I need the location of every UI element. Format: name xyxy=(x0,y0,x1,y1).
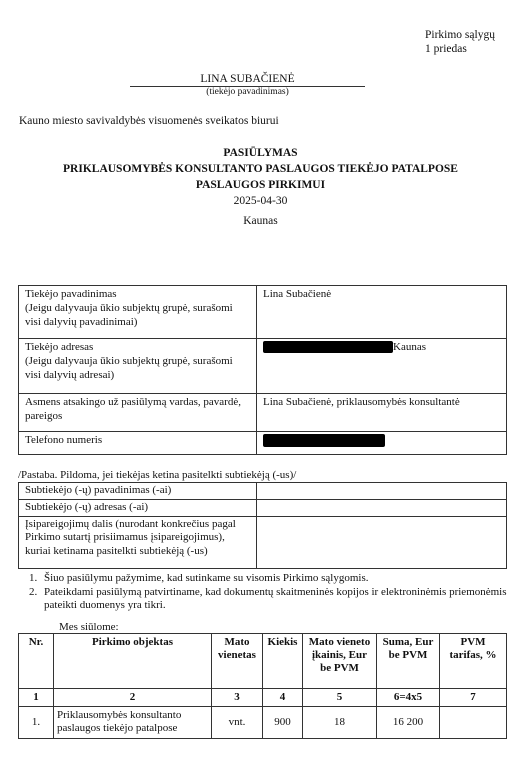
column-header: Mato vieneto įkainis, Eur be PVM xyxy=(303,634,377,689)
column-number: 6=4x5 xyxy=(377,689,440,707)
subcontractor-note: /Pastaba. Pildoma, jei tiekėjas ketina pasitelkti subtiekėją (-us)/ xyxy=(18,469,297,481)
annex-label xyxy=(425,29,495,57)
document-date: 2025-04-30 xyxy=(233,195,288,207)
row-object: Priklausomybės konsultanto paslaugos tiekėjo patalpose xyxy=(54,707,212,738)
sub-value xyxy=(257,499,507,516)
column-number: 4 xyxy=(263,689,303,707)
row-sum: 16 200 xyxy=(377,707,440,738)
sub-label: Įsipareigojimų dalis (nurodant konkrečius pagal Pirkimo sutartį prisiimamus įsipareigojimus), kuriai ketinama pasitelkti subtiekėją (-us) xyxy=(19,516,257,568)
title-line-2: PRIKLAUSOMYBĖS KONSULTANTO PASLAUGOS TIEKĖJO PATALPOSE xyxy=(63,162,458,175)
supplier-name: LINA SUBAČIENĖ xyxy=(200,73,295,85)
row-vat xyxy=(440,707,507,738)
table-row xyxy=(19,286,507,339)
document-title xyxy=(0,147,521,192)
info-value-cell xyxy=(257,432,507,455)
sub-label: Subtiekėjo (-ų) adresas (-ai) xyxy=(19,499,257,516)
info-sublabel: (Jeigu dalyvauja ūkio subjektų grupė, surašomi visi dalyvių pavadinimai) xyxy=(25,301,233,328)
column-header: Kiekis xyxy=(263,634,303,689)
table-row xyxy=(19,516,507,568)
row-unit-price: 18 xyxy=(303,707,377,738)
title-line-3: PASLAUGOS PIRKIMUI xyxy=(195,178,326,191)
info-value: Kaunas xyxy=(393,341,426,353)
document-city: Kaunas xyxy=(243,215,278,227)
info-label: Telefono numeris xyxy=(19,432,257,455)
column-header: Pirkimo objektas xyxy=(54,634,212,689)
column-header: PVM tarifas, % xyxy=(440,634,507,689)
table-row xyxy=(19,432,507,455)
column-number: 3 xyxy=(212,689,263,707)
subcontractor-table xyxy=(18,482,507,569)
table-row xyxy=(19,499,507,516)
annex-line-2: 1 priedas xyxy=(425,42,467,55)
table-header-row xyxy=(19,634,507,689)
sub-label: Subtiekėjo (-ų) pavadinimas (-ai) xyxy=(19,483,257,500)
info-label: Tiekėjo pavadinimas xyxy=(25,288,117,300)
column-number: 1 xyxy=(19,689,54,707)
info-label: Tiekėjo adresas xyxy=(25,341,94,353)
info-label: Asmens atsakingo už pasiūlymą vardas, pavardė, pareigos xyxy=(19,394,257,432)
supplier-name-block xyxy=(130,73,365,87)
info-value-cell xyxy=(257,339,507,394)
declarations-list xyxy=(22,572,520,614)
column-number: 7 xyxy=(440,689,507,707)
supplier-caption: (tiekėjo pavadinimas) xyxy=(206,87,289,97)
list-item: 2. Pateikdami pasiūlymą patvirtiname, kad dokumentų skaitmeninės kopijos ir elektroninėmis priemonėmis pateikti duomenys yra tikri. xyxy=(40,586,520,612)
row-quantity: 900 xyxy=(263,707,303,738)
table-row xyxy=(19,394,507,432)
column-number: 5 xyxy=(303,689,377,707)
annex-line-1: Pirkimo sąlygų xyxy=(425,29,495,41)
info-value: Lina Subačienė xyxy=(257,286,507,339)
column-number: 2 xyxy=(54,689,212,707)
column-number-row xyxy=(19,689,507,707)
info-label-cell xyxy=(19,286,257,339)
row-number: 1. xyxy=(19,707,54,738)
sub-value xyxy=(257,483,507,500)
sub-value xyxy=(257,516,507,568)
redaction-block xyxy=(263,341,393,353)
table-row xyxy=(19,707,507,738)
supplier-info-table xyxy=(18,285,507,455)
info-label-cell xyxy=(19,339,257,394)
addressee: Kauno miesto savivaldybės visuomenės sveikatos biurui xyxy=(19,115,279,127)
column-header: Nr. xyxy=(19,634,54,689)
table-row xyxy=(19,483,507,500)
offer-intro: Mes siūlome: xyxy=(59,621,119,633)
title-line-1: PASIŪLYMAS xyxy=(223,147,298,159)
row-unit: vnt. xyxy=(212,707,263,738)
table-row xyxy=(19,339,507,394)
column-header: Mato vienetas xyxy=(212,634,263,689)
offer-table xyxy=(18,633,507,739)
list-item: 1. Šiuo pasiūlymu pažymime, kad sutinkame su visomis Pirkimo sąlygomis. xyxy=(40,572,520,585)
info-value: Lina Subačienė, priklausomybės konsultantė xyxy=(257,394,507,432)
info-sublabel: (Jeigu dalyvauja ūkio subjektų grupė, surašomi visi dalyvių adresai) xyxy=(25,354,233,381)
redaction-block xyxy=(263,434,385,447)
column-header: Suma, Eur be PVM xyxy=(377,634,440,689)
